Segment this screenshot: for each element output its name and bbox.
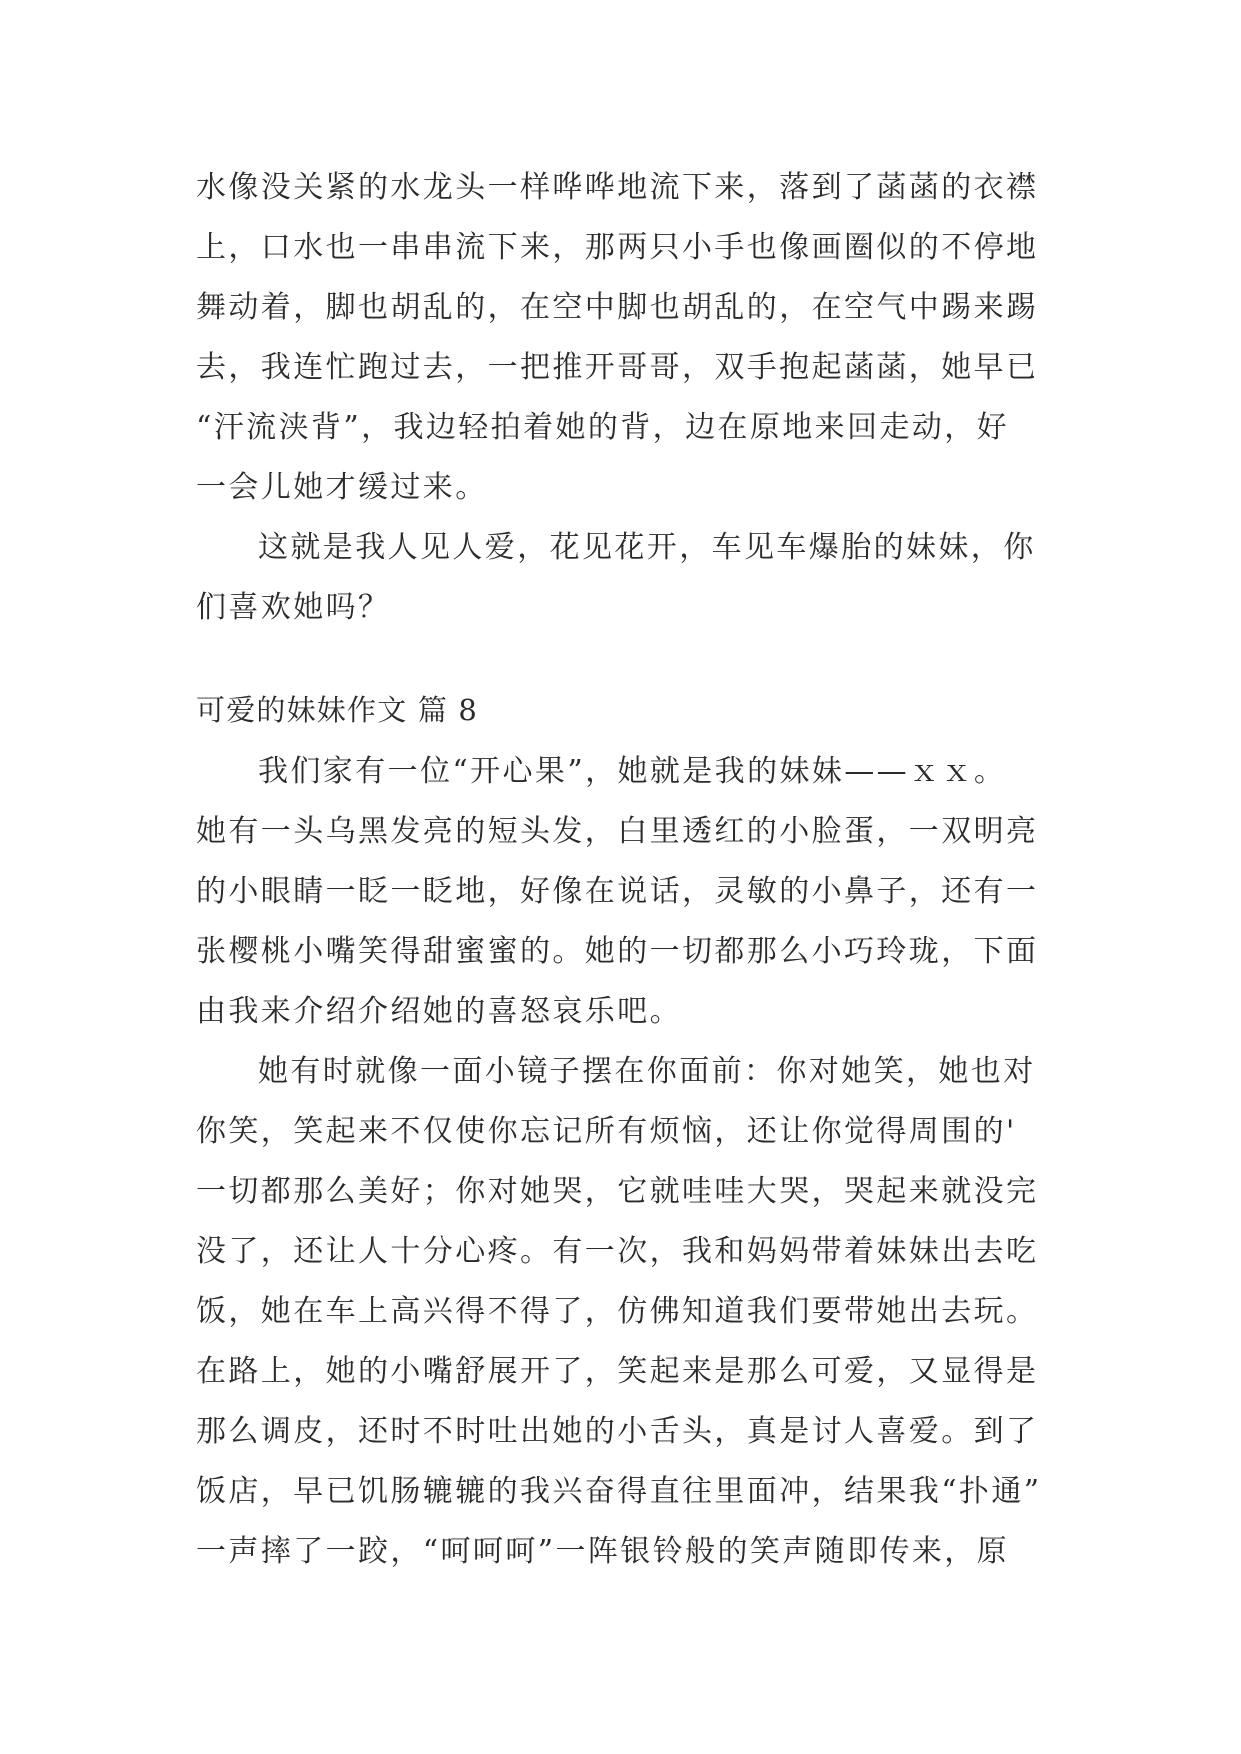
text-line: 她有时就像一面小镜子摆在你面前：你对她笑，她也对	[258, 1054, 1036, 1089]
text-line: 一会儿她才缓过来。	[196, 470, 488, 505]
text-line: 那么调皮，还时不时吐出她的小舌头，真是讨人喜爱。到了	[196, 1414, 1039, 1449]
text-line: 她有一头乌黑发亮的短头发，白里透红的小脸蛋，一双明亮	[196, 814, 1039, 849]
text-line: 们喜欢她吗？	[196, 590, 391, 625]
text-line: “汗流浃背”，我边轻拍着她的背，边在原地来回走动，好	[196, 410, 1010, 445]
text-line: 张樱桃小嘴笑得甜蜜蜜的。她的一切都那么小巧玲珑，下面	[196, 934, 1039, 969]
text-line: 上，口水也一串串流下来，那两只小手也像画圈似的不停地	[196, 230, 1039, 265]
text-line: 饭，她在车上高兴得不得了，仿佛知道我们要带她出去玩。	[196, 1294, 1039, 1329]
text-line: 你笑，笑起来不仅使你忘记所有烦恼，还让你觉得周围的'	[196, 1114, 1017, 1149]
text-line: 饭店，早已饥肠辘辘的我兴奋得直往里面冲，结果我“扑通”	[196, 1474, 1042, 1509]
text-line: 一声摔了一跤，“呵呵呵”一阵银铃般的笑声随即传来，原	[196, 1534, 1010, 1569]
text-line: 一切都那么美好；你对她哭，它就哇哇大哭，哭起来就没完	[196, 1174, 1039, 1209]
section-title: 可爱的妹妹作文 篇 8	[196, 693, 479, 727]
text-line: 水像没关紧的水龙头一样哗哗地流下来，落到了菡菡的衣襟	[196, 170, 1039, 205]
text-line: 去，我连忙跑过去，一把推开哥哥，双手抱起菡菡，她早已	[196, 350, 1039, 385]
text-line: 我们家有一位“开心果”，她就是我的妹妹——ｘｘ。	[258, 754, 1007, 789]
text-line: 的小眼睛一眨一眨地，好像在说话，灵敏的小鼻子，还有一	[196, 874, 1039, 909]
text-line: 没了，还让人十分心疼。有一次，我和妈妈带着妹妹出去吃	[196, 1234, 1039, 1269]
text-line: 这就是我人见人爱，花见花开，车见车爆胎的妹妹，你	[258, 530, 1036, 565]
text-line: 由我来介绍介绍她的喜怒哀乐吧。	[196, 994, 682, 1029]
text-line: 舞动着，脚也胡乱的，在空中脚也胡乱的，在空气中踢来踢	[196, 290, 1039, 325]
text-line: 在路上，她的小嘴舒展开了，笑起来是那么可爱，又显得是	[196, 1354, 1039, 1389]
